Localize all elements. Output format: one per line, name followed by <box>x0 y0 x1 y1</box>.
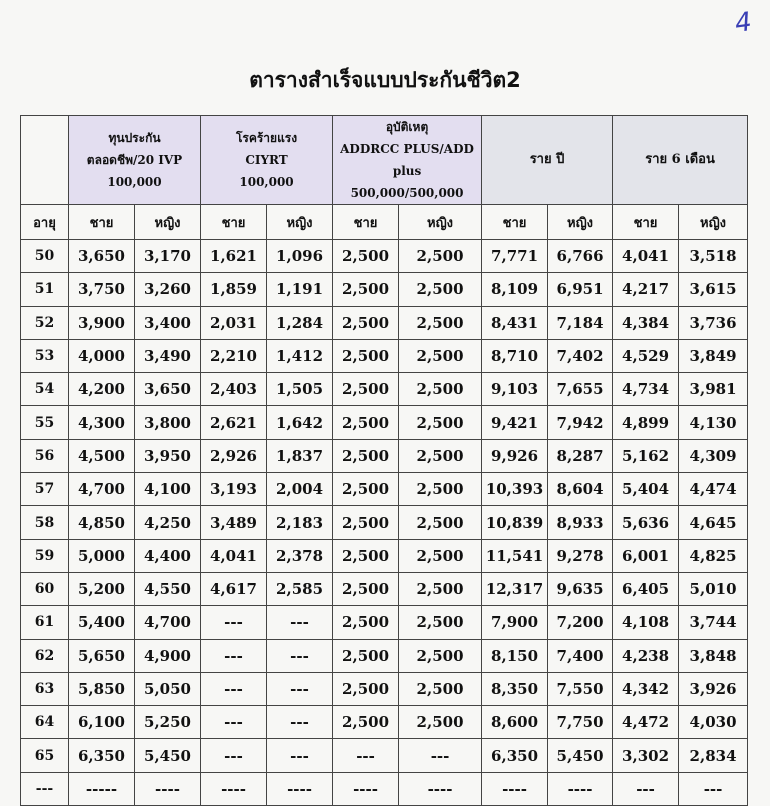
premium-cell: 3,615 <box>679 273 748 306</box>
premium-cell: --- <box>613 772 679 805</box>
premium-cell: 6,350 <box>482 739 548 772</box>
premium-cell: 2,500 <box>399 406 482 439</box>
premium-cell: 2,500 <box>333 273 399 306</box>
group-header-half-yearly <box>613 116 748 205</box>
premium-cell: ---- <box>267 772 333 805</box>
page-number-mark: 4 <box>733 6 755 40</box>
premium-cell: --- <box>267 672 333 705</box>
premium-cell: 4,238 <box>613 639 679 672</box>
premium-cell: 2,500 <box>333 473 399 506</box>
premium-cell: 2,500 <box>399 706 482 739</box>
premium-cell: 3,302 <box>613 739 679 772</box>
table-row <box>21 240 748 273</box>
column-header-gender: หญิง <box>135 205 201 240</box>
premium-cell: 7,942 <box>548 406 613 439</box>
premium-cell: 2,183 <box>267 506 333 539</box>
subheader-row <box>21 205 748 240</box>
premium-cell: 4,529 <box>613 339 679 372</box>
premium-cell: 2,500 <box>399 373 482 406</box>
premium-cell: 2,500 <box>333 672 399 705</box>
table-row <box>21 739 748 772</box>
group-line: โรคร้ายแรง <box>235 131 298 145</box>
age-cell: 65 <box>21 739 69 772</box>
premium-cell: 4,130 <box>679 406 748 439</box>
premium-cell: 11,541 <box>482 539 548 572</box>
premium-cell: 8,109 <box>482 273 548 306</box>
premium-cell: ----- <box>69 772 135 805</box>
premium-table <box>20 115 748 806</box>
table-row <box>21 506 748 539</box>
premium-cell: 3,849 <box>679 339 748 372</box>
premium-cell: 7,402 <box>548 339 613 372</box>
premium-cell: 4,100 <box>135 473 201 506</box>
group-header-whole-life <box>69 116 201 205</box>
premium-cell: 2,500 <box>333 406 399 439</box>
table-row <box>21 439 748 472</box>
table-row <box>21 406 748 439</box>
group-line: ตลอดชีพ/20 IVP <box>86 153 183 167</box>
premium-cell: --- <box>201 639 267 672</box>
premium-cell: 1,191 <box>267 273 333 306</box>
premium-cell: 6,350 <box>69 739 135 772</box>
premium-cell: 3,170 <box>135 240 201 273</box>
premium-cell: 3,926 <box>679 672 748 705</box>
group-line: CIYRT <box>245 153 288 167</box>
premium-cell: 8,150 <box>482 639 548 672</box>
premium-cell: 2,500 <box>333 706 399 739</box>
premium-cell: 2,500 <box>399 672 482 705</box>
premium-cell: 4,400 <box>135 539 201 572</box>
premium-cell: 5,404 <box>613 473 679 506</box>
premium-cell: 4,645 <box>679 506 748 539</box>
table-row <box>21 572 748 605</box>
premium-cell: 4,734 <box>613 373 679 406</box>
premium-cell: 4,700 <box>135 606 201 639</box>
premium-cell: 2,500 <box>333 606 399 639</box>
premium-cell: 8,604 <box>548 473 613 506</box>
premium-cell: 2,500 <box>399 639 482 672</box>
premium-cell: 9,635 <box>548 572 613 605</box>
premium-cell: 5,010 <box>679 572 748 605</box>
premium-cell: --- <box>267 706 333 739</box>
premium-cell: 3,800 <box>135 406 201 439</box>
premium-cell: --- <box>201 739 267 772</box>
premium-cell: ---- <box>201 772 267 805</box>
table-row <box>21 339 748 372</box>
premium-cell: 5,850 <box>69 672 135 705</box>
premium-cell: 3,750 <box>69 273 135 306</box>
premium-cell: 10,839 <box>482 506 548 539</box>
premium-cell: 9,926 <box>482 439 548 472</box>
premium-cell: 1,642 <box>267 406 333 439</box>
premium-cell: 3,650 <box>69 240 135 273</box>
table-row <box>21 672 748 705</box>
table-row <box>21 373 748 406</box>
premium-cell: --- <box>267 639 333 672</box>
premium-cell: 5,200 <box>69 572 135 605</box>
premium-cell: 2,500 <box>399 273 482 306</box>
premium-cell: 4,000 <box>69 339 135 372</box>
premium-cell: ---- <box>135 772 201 805</box>
premium-cell: 4,472 <box>613 706 679 739</box>
table-row <box>21 606 748 639</box>
premium-cell: 4,474 <box>679 473 748 506</box>
premium-cell: 2,500 <box>399 339 482 372</box>
premium-cell: 2,500 <box>333 240 399 273</box>
premium-cell: --- <box>679 772 748 805</box>
premium-cell: 7,900 <box>482 606 548 639</box>
premium-cell: 8,933 <box>548 506 613 539</box>
premium-cell: 4,900 <box>135 639 201 672</box>
premium-cell: 2,500 <box>333 506 399 539</box>
age-cell: 56 <box>21 439 69 472</box>
premium-cell: 2,500 <box>399 572 482 605</box>
premium-cell: 4,309 <box>679 439 748 472</box>
group-line: อุบัติเหตุ <box>385 120 429 134</box>
page-title: ตารางสำเร็จแบบประกันชีวิต2 <box>249 68 521 92</box>
premium-cell: 6,001 <box>613 539 679 572</box>
premium-cell: 3,848 <box>679 639 748 672</box>
premium-cell: 7,550 <box>548 672 613 705</box>
premium-cell: 1,412 <box>267 339 333 372</box>
premium-cell: 3,736 <box>679 306 748 339</box>
premium-cell: 4,850 <box>69 506 135 539</box>
premium-cell: 9,103 <box>482 373 548 406</box>
premium-cell: 2,403 <box>201 373 267 406</box>
premium-cell: --- <box>399 739 482 772</box>
column-header-gender: ชาย <box>69 205 135 240</box>
corner-cell <box>21 116 69 205</box>
table-body <box>21 240 748 806</box>
premium-cell: 4,617 <box>201 572 267 605</box>
age-cell: 51 <box>21 273 69 306</box>
premium-cell: ---- <box>548 772 613 805</box>
group-header-accident <box>333 116 482 205</box>
premium-cell: 4,825 <box>679 539 748 572</box>
age-cell: 63 <box>21 672 69 705</box>
premium-cell: 3,650 <box>135 373 201 406</box>
premium-cell: 4,384 <box>613 306 679 339</box>
premium-cell: 8,600 <box>482 706 548 739</box>
age-cell: 61 <box>21 606 69 639</box>
premium-cell: --- <box>333 739 399 772</box>
premium-cell: 2,500 <box>399 439 482 472</box>
premium-cell: 4,217 <box>613 273 679 306</box>
premium-cell: 4,200 <box>69 373 135 406</box>
premium-cell: 5,050 <box>135 672 201 705</box>
premium-cell: 6,951 <box>548 273 613 306</box>
premium-cell: ---- <box>399 772 482 805</box>
premium-cell: 4,700 <box>69 473 135 506</box>
premium-cell: 1,621 <box>201 240 267 273</box>
group-line: 500,000/500,000 <box>350 186 464 200</box>
premium-cell: --- <box>201 672 267 705</box>
premium-cell: 2,834 <box>679 739 748 772</box>
premium-cell: 1,096 <box>267 240 333 273</box>
premium-cell: 5,650 <box>69 639 135 672</box>
age-cell: 60 <box>21 572 69 605</box>
premium-cell: --- <box>201 606 267 639</box>
premium-cell: 4,250 <box>135 506 201 539</box>
premium-cell: --- <box>267 739 333 772</box>
premium-cell: 4,300 <box>69 406 135 439</box>
premium-cell: 4,030 <box>679 706 748 739</box>
premium-cell: 4,899 <box>613 406 679 439</box>
premium-cell: 8,350 <box>482 672 548 705</box>
premium-cell: 2,378 <box>267 539 333 572</box>
premium-cell: 3,744 <box>679 606 748 639</box>
premium-cell: 2,500 <box>333 639 399 672</box>
premium-cell: 2,500 <box>333 373 399 406</box>
premium-cell: 2,926 <box>201 439 267 472</box>
premium-cell: 2,500 <box>399 539 482 572</box>
premium-cell: 5,450 <box>548 739 613 772</box>
table-row <box>21 706 748 739</box>
premium-cell: --- <box>201 706 267 739</box>
premium-cell: 7,200 <box>548 606 613 639</box>
column-header-gender: หญิง <box>267 205 333 240</box>
premium-cell: 8,431 <box>482 306 548 339</box>
premium-cell: 1,505 <box>267 373 333 406</box>
premium-cell: 5,000 <box>69 539 135 572</box>
age-cell: 62 <box>21 639 69 672</box>
premium-cell: 1,837 <box>267 439 333 472</box>
column-header-gender: ชาย <box>333 205 399 240</box>
premium-cell: 1,284 <box>267 306 333 339</box>
age-cell: --- <box>21 772 69 805</box>
table-row <box>21 772 748 805</box>
premium-cell: 5,636 <box>613 506 679 539</box>
premium-cell: 2,031 <box>201 306 267 339</box>
premium-cell: 3,950 <box>135 439 201 472</box>
premium-cell: 5,250 <box>135 706 201 739</box>
premium-cell: 3,400 <box>135 306 201 339</box>
column-header-gender: ชาย <box>613 205 679 240</box>
group-line: ราย 6 เดือน <box>645 152 715 167</box>
premium-cell: 7,655 <box>548 373 613 406</box>
premium-cell: 3,489 <box>201 506 267 539</box>
premium-cell: 10,393 <box>482 473 548 506</box>
premium-cell: 4,500 <box>69 439 135 472</box>
age-cell: 58 <box>21 506 69 539</box>
premium-cell: 8,287 <box>548 439 613 472</box>
column-header-gender: หญิง <box>679 205 748 240</box>
premium-cell: 3,193 <box>201 473 267 506</box>
premium-cell: 2,500 <box>333 339 399 372</box>
premium-cell: 2,585 <box>267 572 333 605</box>
premium-cell: 6,766 <box>548 240 613 273</box>
premium-cell: --- <box>267 606 333 639</box>
premium-cell: 2,621 <box>201 406 267 439</box>
premium-cell: 2,004 <box>267 473 333 506</box>
group-header-critical-illness <box>201 116 333 205</box>
premium-cell: 2,500 <box>399 473 482 506</box>
premium-cell: 6,405 <box>613 572 679 605</box>
group-line: ราย ปี <box>529 152 565 167</box>
group-line: 100,000 <box>107 175 162 189</box>
premium-cell: 3,900 <box>69 306 135 339</box>
column-header-gender: ชาย <box>201 205 267 240</box>
premium-cell: 9,421 <box>482 406 548 439</box>
group-line: ทุนประกัน <box>108 131 161 145</box>
age-cell: 53 <box>21 339 69 372</box>
premium-cell: 12,317 <box>482 572 548 605</box>
premium-cell: 7,184 <box>548 306 613 339</box>
column-header-gender: หญิง <box>548 205 613 240</box>
group-header-row <box>21 116 748 205</box>
premium-cell: 4,041 <box>201 539 267 572</box>
premium-cell: 5,162 <box>613 439 679 472</box>
age-cell: 50 <box>21 240 69 273</box>
premium-cell: 9,278 <box>548 539 613 572</box>
column-header-age: อายุ <box>21 205 69 240</box>
premium-cell: 2,500 <box>399 606 482 639</box>
column-header-gender: หญิง <box>399 205 482 240</box>
premium-cell: 5,400 <box>69 606 135 639</box>
premium-cell: 2,210 <box>201 339 267 372</box>
premium-cell: ---- <box>482 772 548 805</box>
premium-cell: 7,400 <box>548 639 613 672</box>
premium-cell: 2,500 <box>399 240 482 273</box>
premium-cell: 6,100 <box>69 706 135 739</box>
age-cell: 55 <box>21 406 69 439</box>
premium-cell: 2,500 <box>333 306 399 339</box>
age-cell: 59 <box>21 539 69 572</box>
premium-cell: ---- <box>333 772 399 805</box>
group-line: 100,000 <box>239 175 294 189</box>
age-cell: 54 <box>21 373 69 406</box>
table-row <box>21 639 748 672</box>
table-row <box>21 539 748 572</box>
premium-cell: 2,500 <box>333 572 399 605</box>
table-row <box>21 306 748 339</box>
premium-cell: 4,342 <box>613 672 679 705</box>
premium-cell: 2,500 <box>399 306 482 339</box>
premium-cell: 3,490 <box>135 339 201 372</box>
premium-cell: 4,550 <box>135 572 201 605</box>
premium-cell: 2,500 <box>333 439 399 472</box>
group-line: ADDRCC PLUS/ADD plus <box>340 142 474 178</box>
premium-cell: 7,771 <box>482 240 548 273</box>
premium-cell: 3,518 <box>679 240 748 273</box>
age-cell: 57 <box>21 473 69 506</box>
premium-cell: 4,041 <box>613 240 679 273</box>
premium-cell: 5,450 <box>135 739 201 772</box>
age-cell: 52 <box>21 306 69 339</box>
premium-cell: 2,500 <box>333 539 399 572</box>
premium-cell: 8,710 <box>482 339 548 372</box>
premium-cell: 2,500 <box>399 506 482 539</box>
premium-cell: 7,750 <box>548 706 613 739</box>
premium-cell: 3,981 <box>679 373 748 406</box>
age-cell: 64 <box>21 706 69 739</box>
column-header-gender: ชาย <box>482 205 548 240</box>
premium-cell: 4,108 <box>613 606 679 639</box>
group-header-yearly <box>482 116 613 205</box>
premium-cell: 3,260 <box>135 273 201 306</box>
premium-cell: 1,859 <box>201 273 267 306</box>
table-row <box>21 273 748 306</box>
table-row <box>21 473 748 506</box>
